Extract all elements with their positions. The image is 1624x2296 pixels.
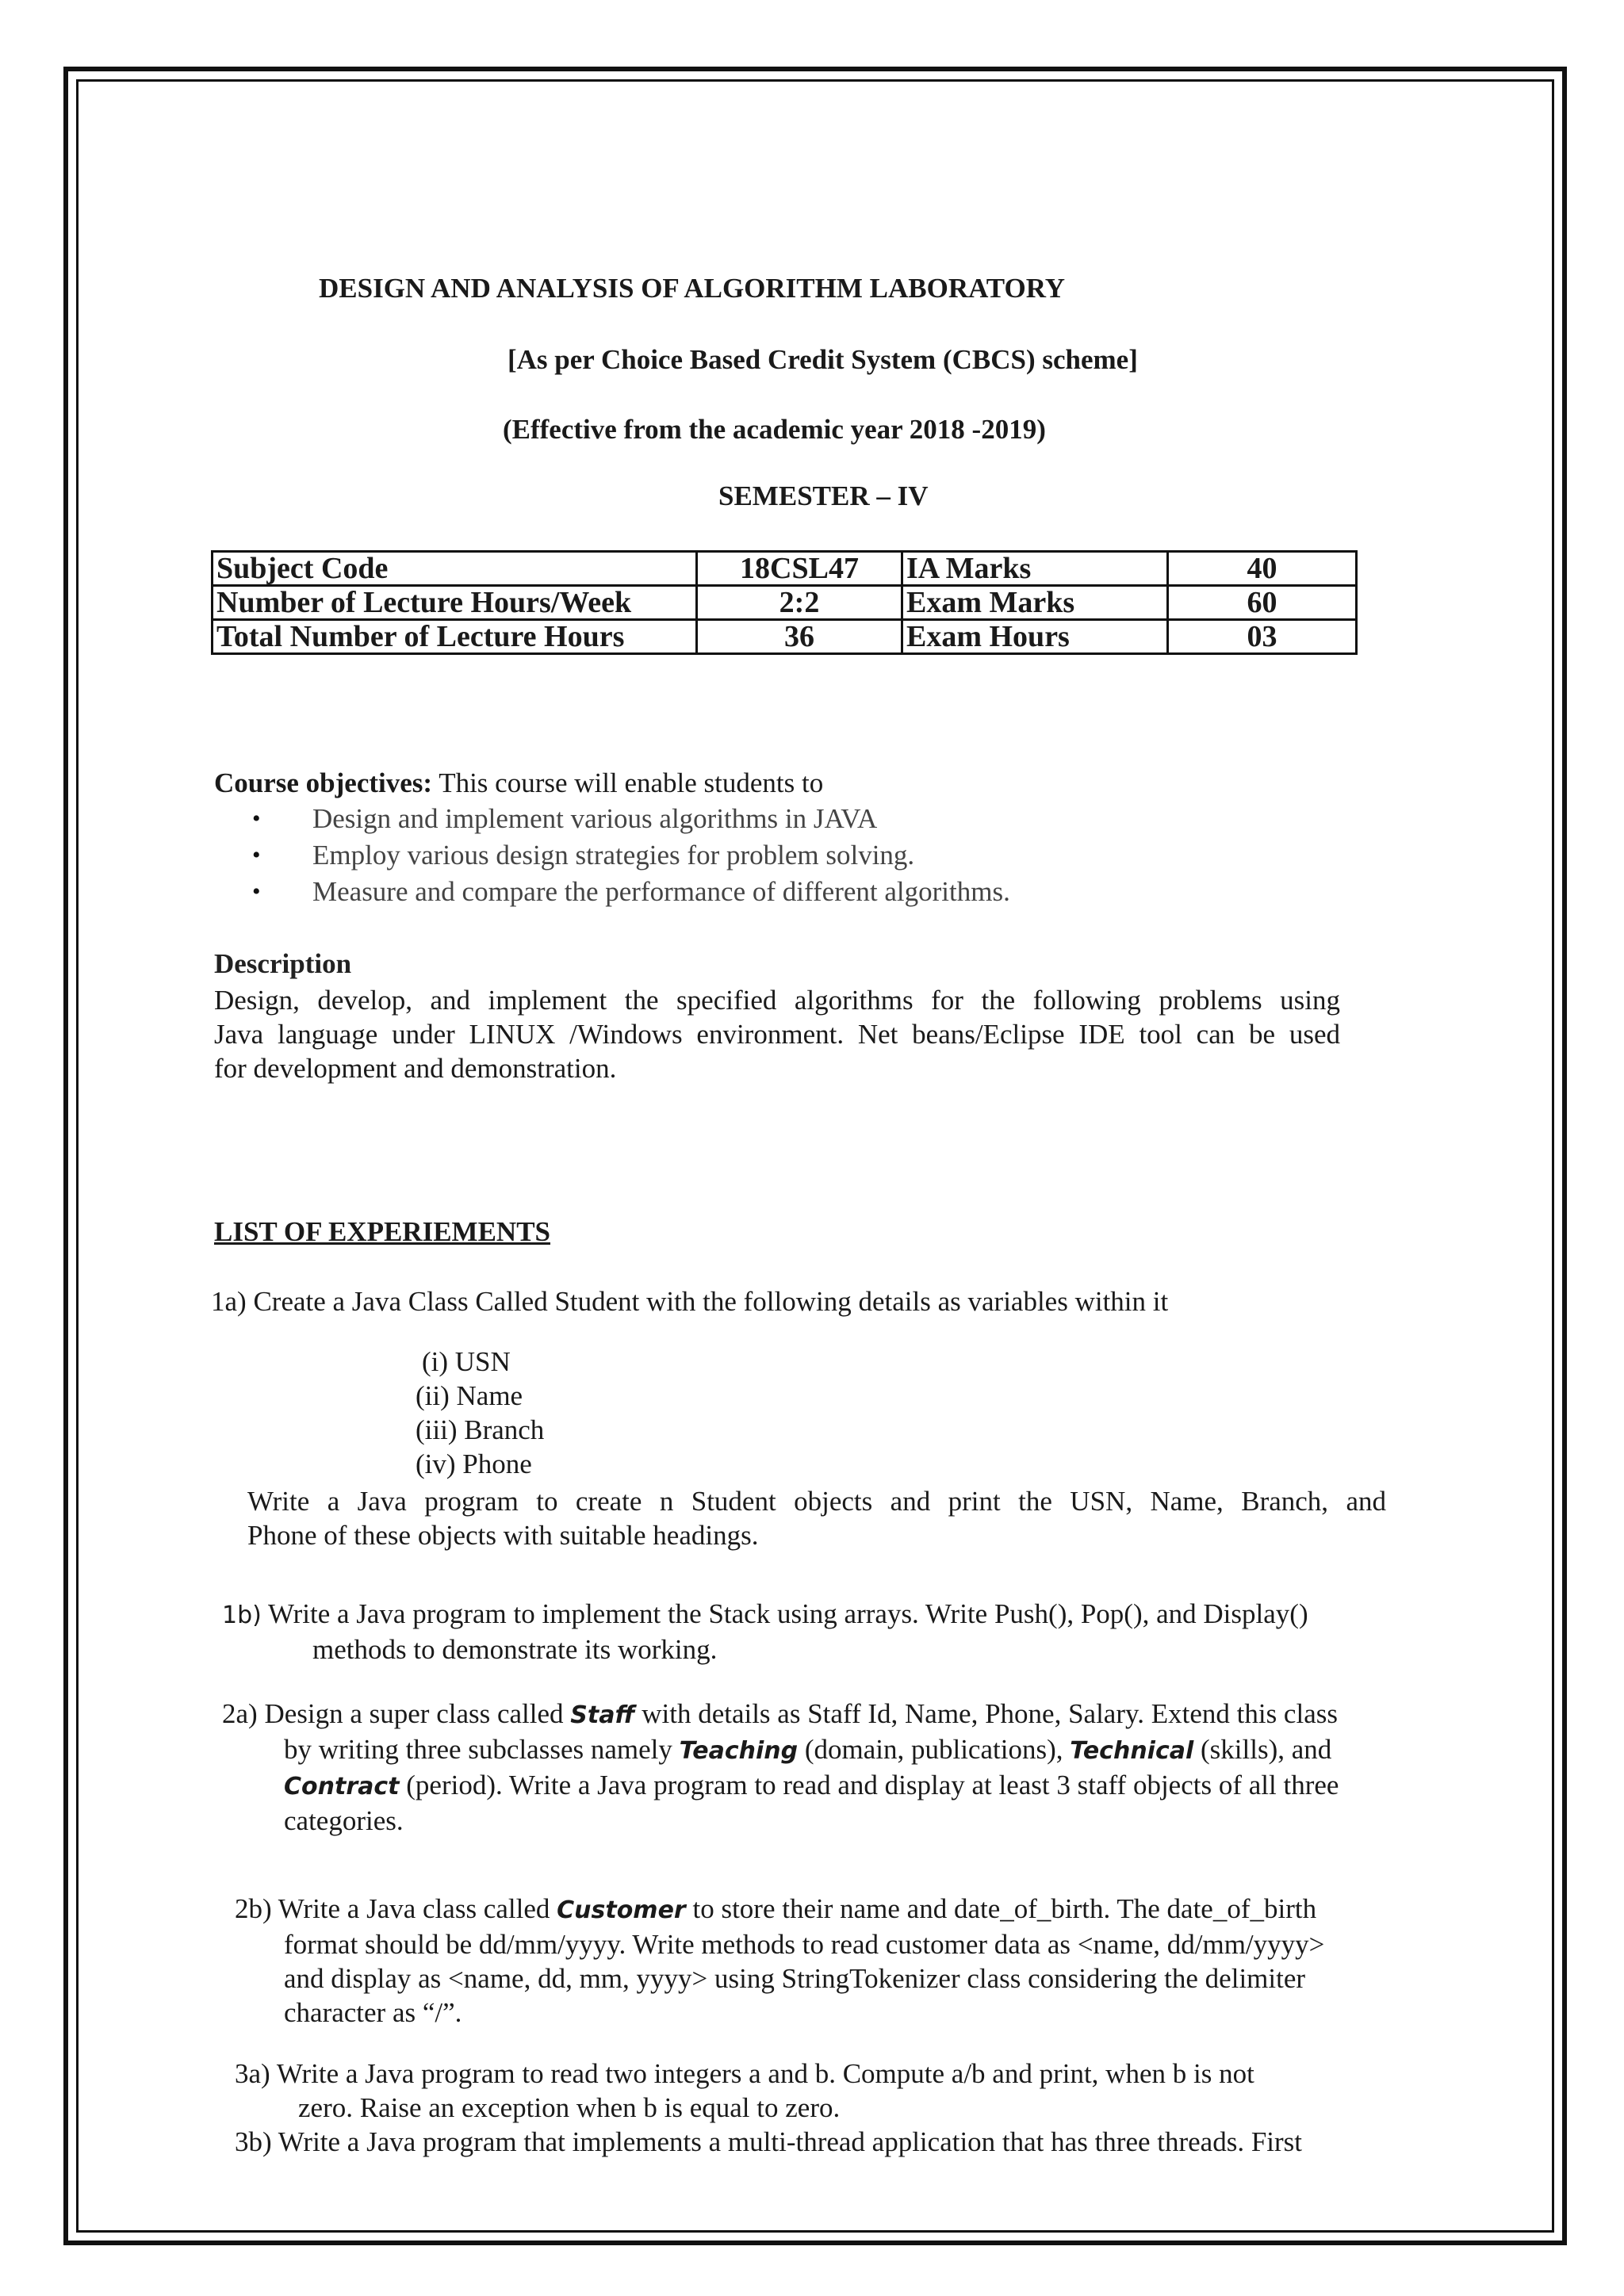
staff-class-name: Staff [570,1701,635,1729]
course-info-table [211,550,1358,655]
list-item: (iv) Phone [416,1448,532,1479]
customer-class-name: Customer [557,1896,686,1924]
cbcs-subtitle: [As per Choice Based Credit System (CBCS) scheme] [508,344,1138,375]
text-line: Write a Java program to implement the Stack using arrays. Write Push(), Pop(), and Display() [267,1598,1308,1629]
table-cell-value: 18CSL47 [697,552,902,586]
objective-text: Employ various design strategies for problem solving. [312,840,915,871]
description-text [214,983,1340,1085]
objective-text: Measure and compare the performance of different algorithms. [312,876,1010,907]
text-line: Write a Java program that implements a multi-thread application that has three threads. First [278,2126,1303,2157]
table-cell-label: IA Marks [902,552,1168,586]
text-line: for development and demonstration. [214,1053,617,1084]
experiment-1a-task [247,1484,1386,1552]
document-title: DESIGN AND ANALYSIS OF ALGORITHM LABORATORY [319,273,1066,304]
experiment-label: 2a) [222,1698,258,1729]
text-run: (skills), and [1193,1734,1332,1765]
technical-class-name: Technical [1070,1737,1194,1765]
description-heading: Description [214,948,352,979]
experiment-3b [235,2125,1302,2159]
text-line: Java language under LINUX /Windows environment. Net beans/Eclipse IDE tool can be used [214,1019,1340,1050]
table-cell-value: 03 [1168,620,1357,654]
experiment-2a [222,1697,1339,1838]
experiment-1b [222,1597,1308,1667]
text-line: Design, develop, and implement the specified algorithms for the following problems using [214,985,1340,1016]
experiment-label: 1b) [222,1601,262,1629]
text-line: Write a Java program to create n Student objects and print the USN, Name, Branch, and [247,1486,1386,1517]
table-cell-label: Total Number of Lecture Hours [213,620,697,654]
objectives-heading: Course objectives: [214,767,433,798]
experiment-label: 3b) [235,2126,272,2157]
objectives-intro-text: This course will enable students to [439,767,824,798]
table-row [213,620,1357,654]
experiment-label: 2b) [235,1893,272,1924]
course-objectives-intro [214,766,823,800]
objective-text: Design and implement various algorithms in JAVA [312,803,878,834]
text-line: character as “/”. [284,1997,462,2028]
experiment-label: 3a) [235,2058,270,2089]
text-run: Write a Java class called [278,1893,557,1924]
experiment-3a [235,2057,1254,2125]
text-run: (domain, publications), [798,1734,1071,1765]
bullet-icon: • [252,806,261,832]
list-item [214,837,1010,874]
effective-year: (Effective from the academic year 2018 -2019) [503,414,1046,445]
text-line: categories. [284,1805,404,1836]
table-row [213,586,1357,620]
table-cell-label: Number of Lecture Hours/Week [213,586,697,620]
text-line: Phone of these objects with suitable headings. [247,1520,759,1551]
text-line: zero. Raise an exception when b is equal to zero. [298,2092,841,2123]
table-cell-label: Subject Code [213,552,697,586]
text-line: and display as <name, dd, mm, yyyy> using StringTokenizer class considering the delimiter [284,1963,1306,1994]
text-line: Write a Java program to read two integers a and b. Compute a/b and print, when b is not [276,2058,1254,2089]
bullet-icon: • [252,842,261,868]
table-row [213,552,1357,586]
semester-label: SEMESTER – IV [718,480,929,511]
experiment-2b [235,1892,1324,2030]
student-fields-list [416,1345,544,1481]
table-cell-value: 2:2 [697,586,902,620]
table-cell-value: 36 [697,620,902,654]
objectives-list [214,801,1010,910]
text-run: (period). Write a Java program to read and display at least 3 staff objects of all three [399,1770,1339,1800]
text-line: methods to demonstrate its working. [312,1634,718,1665]
list-item [214,801,1010,837]
experiment-1a: 1a) Create a Java Class Called Student with the following details as variables within it [211,1286,1169,1317]
table-cell-value: 60 [1168,586,1357,620]
text-run: with details as Staff Id, Name, Phone, Salary. Extend this class [634,1698,1338,1729]
text-line: format should be dd/mm/yyyy. Write methods to read customer data as <name, dd/mm/yyyy> [284,1929,1325,1960]
experiments-heading: LIST OF EXPERIEMENTS [214,1216,550,1247]
bullet-icon: • [252,878,261,905]
text-run: Design a super class called [264,1698,571,1729]
text-run: by writing three subclasses namely [284,1734,680,1765]
teaching-class-name: Teaching [679,1737,799,1765]
list-item: (ii) Name [416,1380,523,1411]
table-cell-value: 40 [1168,552,1357,586]
table-cell-label: Exam Hours [902,620,1168,654]
table-cell-label: Exam Marks [902,586,1168,620]
list-item: (iii) Branch [416,1414,545,1445]
list-item: (i) USN [422,1346,511,1377]
contract-class-name: Contract [284,1773,400,1800]
list-item [214,874,1010,910]
text-run: to store their name and date_of_birth. The date_of_birth [685,1893,1317,1924]
